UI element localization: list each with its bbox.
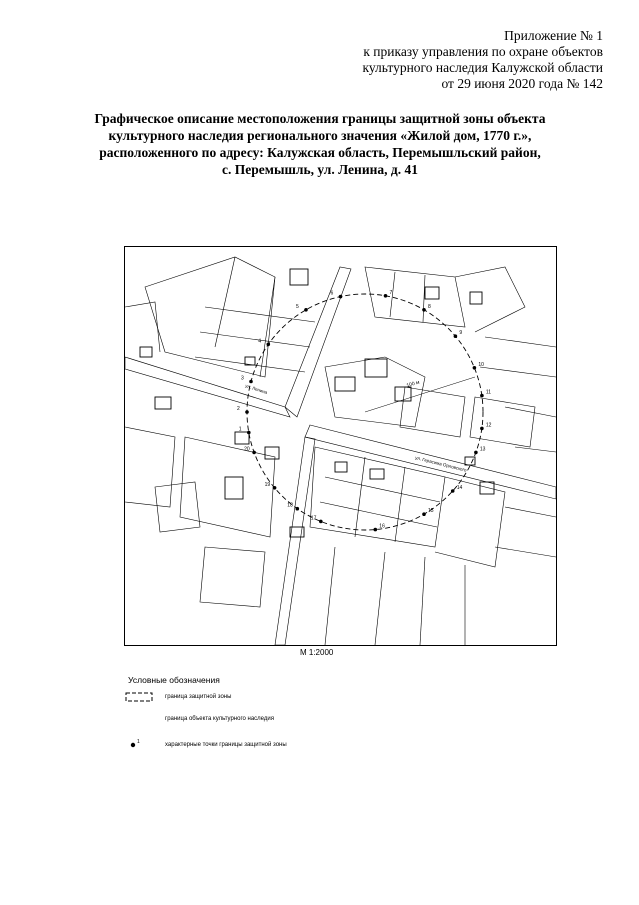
title-line: Графическое описание местоположения границы защитной зоны объекта [94,111,546,126]
boundary-point [422,512,426,516]
boundary-point [473,366,477,370]
boundary-point-label: 7 [389,289,393,296]
boundary-point-label: 19 [264,481,271,488]
boundary-point [249,380,253,384]
svg-text:1: 1 [137,739,140,745]
boundary-point-label: 8 [428,303,431,310]
map-scale: М 1:2000 [300,648,334,657]
boundary-point-label: 1 [238,426,242,433]
legend-point-symbol [128,738,148,750]
street-lenina [125,357,290,417]
radius-line [365,377,475,412]
legend-boundary-symbol [124,691,156,703]
boundary-point [267,343,271,347]
boundary-point-label: 6 [330,290,334,297]
boundary-point-label: 2 [237,406,240,412]
appendix-line: Приложение № 1 [504,28,603,43]
boundary-point [273,486,277,490]
cadastral-map [124,246,557,646]
legend-item-object: граница объекта культурного наследия [165,716,274,722]
boundary-point [374,528,378,532]
boundary-point [252,451,256,455]
boundary-point [245,410,249,414]
map-canvas [125,247,556,645]
appendix-line: к приказу управления по охране объектов [363,44,603,59]
boundary-point-label: 16 [379,523,385,530]
boundary-points [237,290,492,532]
boundary-point [319,520,323,524]
cross-street-north [285,267,351,417]
cross-street-south [275,437,315,645]
street-gerasim-label: ул. Герасима Орловского [414,455,468,473]
street-lenina-label: ул. Ленина [244,383,268,395]
boundary-point [480,394,484,398]
title-line: культурного наследия регионального значения «Жилой дом, 1770 г.», [108,128,532,143]
legend-title: Условные обозначения [128,675,220,685]
boundary-point [296,507,300,511]
appendix-header [362,28,603,92]
heritage-building [290,269,308,285]
title-line: с. Перемышль, ул. Ленина, д. 41 [222,162,418,177]
boundary-point-label: 5 [296,303,299,310]
boundary-point [480,427,484,431]
legend-item-points: характерные точки границы защитной зоны [165,742,287,748]
boundary-point [384,294,388,298]
boundary-point-label: 17 [310,515,317,522]
appendix-line: от 29 июня 2020 года № 142 [441,76,603,91]
boundary-point-label: 9 [459,330,463,337]
boundary-point-label: 11 [485,389,492,396]
legend-item-zone: граница защитной зоны [165,694,232,700]
radius-label: 100 м [405,379,421,389]
boundary-point-label: 13 [479,446,486,453]
boundary-point-label: 4 [258,338,262,345]
boundary-point-label: 15 [428,508,434,515]
boundary-point [304,308,308,312]
boundary-point [454,334,458,338]
boundary-point [422,308,426,312]
boundary-point-label: 14 [456,485,463,491]
boundary-point [339,295,343,299]
boundary-point-label: 20 [244,446,250,453]
boundary-point-label: 3 [241,375,244,382]
boundary-point [451,489,455,493]
boundary-point-label: 12 [485,422,492,429]
boundary-point-label: 10 [478,361,484,368]
boundary-point [247,431,251,435]
document-title [60,110,580,178]
boundary-point-label: 18 [287,502,293,509]
title-line: расположенного по адресу: Калужская область, Перемышльский район, [99,145,541,160]
boundary-point [474,451,478,455]
appendix-line: культурного наследия Калужской области [362,60,603,75]
